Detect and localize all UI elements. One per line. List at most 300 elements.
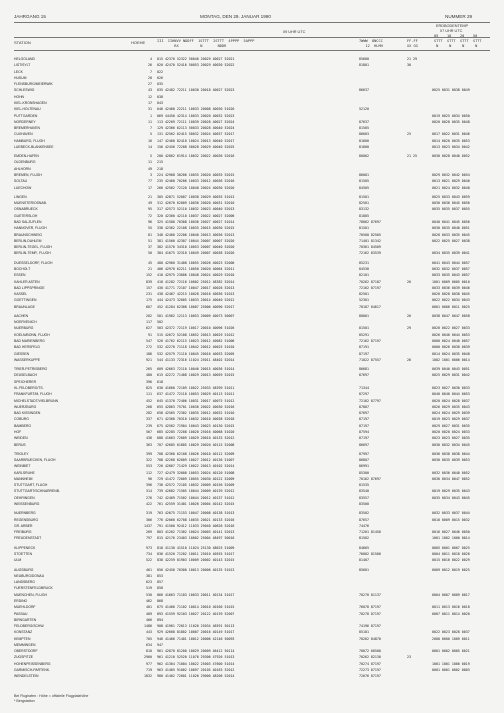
table-row — [0, 279, 504, 285]
station-height: 21 — [148, 194, 152, 199]
station-height: 810 — [146, 649, 152, 654]
weather-groups: 81501 — [359, 226, 369, 231]
table-row — [0, 69, 504, 75]
station-name: OEHRINGEN — [14, 495, 35, 500]
table-row — [0, 185, 504, 191]
synop-groups: 317 42573 52110 10032 20023 40040 52013 — [157, 207, 235, 212]
station-name: HUSUM — [14, 75, 27, 80]
soil-temperatures: 0014 0020 0035 0053 — [432, 138, 470, 143]
station-name: LINGEN — [14, 194, 27, 199]
weather-groups: 87637 — [359, 119, 369, 124]
station-name: NUERNBERG — [14, 511, 36, 516]
synop-groups: 035 42482 72211 10030 20018 40027 52023 — [157, 88, 235, 93]
table-row — [0, 94, 504, 100]
table-row — [0, 357, 504, 363]
station-height: 7 — [150, 69, 152, 74]
soil-temp-time: 07 UHR UTC — [440, 29, 463, 33]
synop-groups: 866 41663 71103 10033 20011 40134 51017 — [157, 592, 235, 597]
station-name: SAARBRUECKEN, FLUGH — [14, 458, 56, 463]
weather-groups: 70500 82505 — [359, 232, 381, 237]
station-height: 43 — [148, 88, 152, 93]
table-row — [0, 297, 504, 303]
table-row — [0, 319, 504, 325]
weather-groups: 71401 81342 — [359, 238, 381, 243]
weather-groups: 81505 — [359, 126, 369, 131]
soil-temperatures: 0001 0002 0005 0021 — [432, 649, 470, 654]
soil-temperatures: 0035 0035 0037 0055 — [432, 207, 470, 212]
station-height: 719 — [146, 668, 152, 673]
table-row — [0, 56, 504, 62]
station-name: PASSAU — [14, 611, 28, 616]
synop-groups: 406 42970 62211 10050 20020 40064 52011 — [157, 266, 235, 271]
station-height: 519 — [146, 586, 152, 591]
station-height: 49 — [148, 201, 152, 206]
station-name: LIST/SYLT — [14, 63, 31, 68]
station-name: BOCHOLT — [14, 266, 31, 271]
soil-temperatures: 0028 0033 0035 0045 — [432, 232, 470, 237]
station-name: KLIPPENECK — [14, 545, 36, 550]
station-height: 239 — [146, 423, 152, 428]
weather-groups: 87997 — [359, 451, 369, 456]
table-row — [0, 285, 504, 291]
soil-temperatures: 0009 0012 0019 0025 — [432, 567, 470, 572]
synop-groups: 729 41472 72009 10055 20030 40122 52009 — [157, 476, 235, 481]
synop-groups: 215 — [157, 160, 163, 165]
station-name: BAD MARIENBERG — [14, 339, 45, 344]
weather-groups: 72162 87197 — [359, 285, 381, 290]
weather-groups: 84665 — [359, 545, 369, 550]
station-name: FREUDENSTADT — [14, 536, 42, 541]
soil-temperatures: 0041 0043 0044 0057 — [432, 260, 470, 265]
station-height: 282 — [146, 411, 152, 416]
synop-groups: 858 — [157, 586, 163, 591]
station-height: 461 — [146, 567, 152, 572]
station-column-header: STATION — [14, 40, 31, 45]
synop-groups: 015 42370 52322 50046 20029 40027 52021 — [157, 57, 235, 61]
synop-groups: 026 — [157, 75, 163, 80]
synop-groups: 961 42870 81200 10029 20009 46412 50114 — [157, 649, 235, 654]
station-height: 530 — [146, 592, 152, 597]
station-height: 797 — [146, 536, 152, 541]
station-height: 202 — [146, 313, 152, 318]
table-row — [0, 429, 504, 435]
synop-groups: 325 41580 70308 10036 20027 40027 51014 — [157, 220, 235, 224]
table-row — [0, 451, 504, 457]
table-row — [0, 106, 504, 112]
station-height: 51 — [148, 238, 152, 243]
table-row — [0, 75, 504, 81]
issue-number: NUMMER 29 — [445, 14, 473, 19]
station-name: AUGSBURG — [14, 567, 34, 572]
station-height: 96 — [148, 220, 152, 224]
station-height: 1437 — [144, 523, 152, 528]
station-name: STOETTEN — [14, 552, 33, 556]
table-row — [0, 529, 504, 535]
weather-groups: 72162 87197 — [359, 339, 381, 344]
table-row — [0, 435, 504, 441]
soil-temperatures: 1001 1001 1000 0019 — [432, 661, 470, 666]
soil-temperatures: 0022 0022 0034 0043 — [432, 298, 470, 303]
station-name: BRAUNSCHWEIG — [14, 232, 43, 237]
table-row — [0, 501, 504, 507]
table-row — [0, 476, 504, 482]
soil-temperatures: 0025 0031 0038 0049 — [432, 88, 470, 93]
synop-groups: 131 42562 62415 50032 20024 40037 52017 — [157, 132, 235, 137]
synop-groups: 046 42460 22211 10033 20008 40030 51020 — [157, 107, 235, 112]
soil-temperatures: 0013 0023 0034 0042 — [432, 144, 470, 149]
station-height: 2960 — [144, 655, 152, 660]
station-name: WENDELSTEIN — [14, 674, 39, 679]
station-height: 452 — [146, 398, 152, 403]
station-height: 31 — [148, 107, 152, 112]
synop-groups: 708 42268 62009 10027 20012 40136 51007 — [157, 458, 235, 463]
soil-temperatures: 0029 0027 0031 0035 — [432, 423, 470, 428]
table-row — [0, 131, 504, 137]
station-name: NUERBURG — [14, 326, 34, 331]
weather-groups: 70162 87697 — [359, 476, 381, 481]
table-row — [0, 100, 504, 106]
synop-groups: 532 42579 71110 10045 20016 40033 52005 — [157, 351, 235, 356]
station-height: 438 — [146, 436, 152, 441]
station-name: HAMBURG, FLUGH — [14, 138, 45, 143]
weather-groups: 86603 — [359, 132, 369, 137]
table-row — [0, 488, 504, 494]
station-name: REGENSBURG — [14, 517, 39, 522]
station-name: TRIOLEY — [14, 451, 29, 456]
station-name: OSNABRUECK — [14, 207, 38, 212]
soil-temperatures: 0019 0023 0029 0037 — [432, 417, 470, 422]
weather-groups: 52120 — [359, 107, 369, 112]
soil-temperatures: 0026 0029 0035 0043 — [432, 404, 470, 409]
station-name: DUESSELDORF, FLUGH — [14, 260, 53, 265]
synop-groups: 857 — [157, 580, 163, 585]
station-height: 4 — [150, 57, 152, 61]
station-name: BAD LIPPSPRINGE — [14, 285, 45, 290]
weather-groups: 87697 — [359, 411, 369, 416]
footer-note-airport: Bei Flughafen : Höhe = offizielle Flugplatzhöhe — [14, 694, 89, 698]
station-name: KIEL-HOLTENAU — [14, 107, 41, 112]
soil-temperatures: 0001 0006 0011 0025 — [432, 304, 470, 309]
station-height: 480 — [146, 373, 152, 378]
table-row — [0, 325, 504, 331]
station-height: 96 — [148, 476, 152, 481]
weather-groups: 87297 — [359, 392, 369, 397]
weather-groups: 70361 84509 — [359, 245, 381, 250]
wind-column-header: FF-FF — [407, 39, 418, 43]
station-name: MICHELSTADT/VIELBRUNN — [14, 398, 59, 403]
soil-temperatures: 0021 0024 0032 0040 — [432, 185, 470, 190]
weather-groups: 83540 — [359, 489, 369, 494]
station-height: 272 — [146, 345, 152, 350]
table-row — [0, 372, 504, 378]
synop-groups: 544 41133 72316 11024 25011 48402 52014 — [157, 357, 235, 362]
weather-groups: 81600 — [359, 138, 369, 143]
soil-temperatures: 2000 0000 1009 0011 — [432, 636, 470, 641]
synop-groups: 637 41472 72110 10053 20029 40113 51011 — [157, 392, 235, 397]
station-name: GUETERSLOH — [14, 213, 38, 218]
synop-groups: 452 41284 62308 10007 25006 40090 52017 — [157, 304, 235, 309]
synop-groups: 707 42685 61805 10029 20020 40115 52008 — [157, 442, 235, 447]
station-height: 607 — [146, 304, 152, 309]
table-row — [0, 338, 504, 344]
table-rule — [14, 50, 490, 51]
synop-groups: 894 — [157, 617, 163, 622]
station-height: 16 — [148, 138, 152, 143]
weather-groups: 72676 87197 — [359, 674, 381, 679]
station-height: 381 — [146, 573, 152, 578]
weather-groups: 86681 — [359, 367, 369, 372]
synop-groups: 803 41262 71302 10024 20003 40141 52013 — [157, 530, 235, 535]
soil-temperatures: 0023 0027 0030 0033 — [432, 386, 470, 390]
synop-groups: 815 42176 23403 10002 25004 48497 50010 — [157, 536, 235, 541]
weather-groups: 71022 87557 — [359, 357, 381, 362]
synop-groups: 200 42862 61914 10032 20022 40036 52016 — [157, 154, 235, 159]
soil-temperatures: 0017 0022 0031 0046 — [432, 132, 470, 137]
station-height: 443 — [146, 630, 152, 635]
synop-groups: 129 42366 62113 50033 20028 40040 52024 — [157, 126, 235, 131]
weather-groups: 70072 60500 — [359, 649, 381, 654]
soil-temperatures: 0000 0024 0040 0057 — [432, 339, 470, 344]
table-row — [0, 557, 504, 563]
station-height: 117 — [146, 320, 152, 325]
station-name: CUXHAVEN — [14, 132, 33, 137]
table-row — [0, 654, 504, 660]
soil-temperatures: 0022 0025 0027 0038 — [432, 238, 470, 243]
table-row — [0, 667, 504, 673]
table-row — [0, 423, 504, 429]
soil-temperatures: 0033 0035 0043 0057 — [432, 273, 470, 278]
table-row — [0, 144, 504, 150]
station-name: LUECHOW — [14, 185, 32, 190]
station-name: BREMEN, FLUGH — [14, 173, 42, 178]
station-name: NORDERNEY — [14, 119, 36, 124]
synop-groups: 727 42479 32008 10053 20024 40120 51008 — [157, 470, 235, 475]
table-row — [0, 629, 504, 635]
weather-groups: 81600 — [359, 144, 369, 149]
date-title: MONTAG, DEN 29. JANUAR 1990 — [200, 14, 271, 19]
station-height: 112 — [146, 470, 152, 475]
station-height: 973 — [146, 545, 152, 550]
table-row — [0, 648, 504, 654]
synop-groups: 503 42372 72119 10017 20010 40096 51026 — [157, 326, 235, 331]
table-row — [0, 81, 504, 87]
station-height: 363 — [146, 442, 152, 447]
soil-temperatures: 0020 0028 0035 0048 — [432, 119, 470, 124]
soil-temperatures: 0030 0035 0040 0051 — [432, 226, 470, 231]
soil-depth-header: 05 10 20 50 — [434, 34, 478, 38]
soil-temperatures: 0007 0011 0014 0020 — [432, 611, 470, 616]
table-row — [0, 266, 504, 272]
table-row — [0, 398, 504, 404]
weather-groups: 86001 — [359, 173, 369, 178]
wind-gusts: 21 29 — [407, 57, 417, 61]
synop-groups: 384 41675 32310 10049 20007 40038 52020 — [157, 251, 235, 256]
synop-groups: 739 42682 71505 10044 20009 40139 52012 — [157, 489, 235, 494]
table-row — [0, 410, 504, 416]
soil-temperatures: 0024 0024 0029 0039 — [432, 411, 470, 416]
wind-gusts: 25 — [407, 132, 411, 137]
station-name: WEISSENBURG — [14, 502, 40, 507]
weather-groups: 71201 81450 — [359, 530, 381, 535]
station-height: 45 — [148, 260, 152, 265]
station-height: 1486 — [144, 624, 152, 629]
synop-groups: 818 41130 41510 11024 25130 48625 51009 — [157, 545, 235, 550]
synop-groups: 438 42467 42215 10028 20016 40036 51013 — [157, 292, 235, 297]
table-row — [0, 178, 504, 184]
synop-groups: 320 42360 42110 10037 20022 40027 52006 — [157, 213, 235, 218]
station-height: 522 — [146, 558, 152, 563]
station-name: ULM — [14, 558, 22, 563]
synop-groups: 305 42871 52007 10038 20029 40035 51013 — [157, 194, 235, 199]
weather-groups: 70262 84870 — [359, 636, 381, 641]
station-height: 72 — [148, 213, 152, 218]
top-rule — [14, 22, 490, 23]
soil-temperatures: 0025 0029 0031 0042 — [432, 373, 470, 378]
synop-groups: 532 42270 71118 10042 20012 40025 51010 — [157, 345, 235, 350]
soil-temperatures: 0030 0035 0039 0053 — [432, 458, 470, 463]
soil-temperatures: 0030 0028 0040 0052 — [432, 154, 470, 159]
table-row — [0, 351, 504, 357]
synop-groups: 400 42960 31408 10055 20026 40023 52000 — [157, 260, 235, 265]
synop-groups: 147 42460 82410 10024 20013 40040 52017 — [157, 138, 235, 143]
station-height: 839 — [146, 279, 152, 284]
synop-groups: 382 41570 34310 10053 20007 40040 52020 — [157, 245, 235, 250]
table-row — [0, 636, 504, 642]
wind-gusts: 29 — [407, 326, 411, 331]
station-name: MUENSTER/OSNAB. — [14, 201, 47, 206]
table-row — [0, 517, 504, 523]
weather-groups: 82101 — [359, 273, 369, 278]
table-row — [0, 457, 504, 463]
station-name: SOLTAU — [14, 179, 28, 184]
synop-groups: 908 41961 72013 11020 25034 46591 50113 — [157, 624, 235, 629]
weather-groups: 85600 — [359, 57, 369, 61]
synop-groups: 868 — [157, 598, 163, 603]
soil-temperatures: 0035 0034 0043 0045 — [432, 495, 470, 500]
table-row — [0, 617, 504, 623]
soil-temperatures: 0013 0021 0029 0040 — [432, 179, 470, 184]
station-height: 422 — [146, 502, 152, 507]
soil-temperatures: 0039 0040 0043 0051 — [432, 367, 470, 372]
table-row — [0, 545, 504, 551]
weather-groups: 86637 — [359, 88, 369, 93]
station-height: 81 — [148, 232, 152, 237]
synop-groups: 609 42663 72110 10046 20015 40036 51014 — [157, 367, 235, 372]
table-row — [0, 153, 504, 159]
weather-groups: 70278 81137 — [359, 592, 381, 597]
table-row — [0, 172, 504, 178]
table-row — [0, 138, 504, 144]
station-height: 186 — [146, 351, 152, 356]
soil-temperatures: 0020 0022 0027 0033 — [432, 326, 470, 331]
synop-groups: 962 41364 71004 10022 25003 47600 51014 — [157, 661, 235, 666]
table-row — [0, 404, 504, 410]
station-height: 1 — [150, 113, 152, 118]
wind-column-subheader: XX GG — [407, 44, 418, 48]
table-row — [0, 482, 504, 488]
table-row — [0, 470, 504, 476]
table-row — [0, 604, 504, 610]
table-row — [0, 159, 504, 165]
station-name: SCHLESWIG — [14, 88, 35, 93]
station-name: PUTTGARDEN — [14, 113, 38, 118]
station-name: FREIBURG — [14, 530, 32, 535]
station-name: SPEICHERER — [14, 379, 37, 384]
station-height: 634 — [146, 642, 152, 647]
soil-temperatures: 0040 0040 0044 0053 — [432, 392, 470, 397]
weather-groups: 74476 — [359, 523, 369, 528]
soil-temperatures: 1001 0009 0005 0010 — [432, 279, 470, 284]
station-height: 231 — [146, 292, 152, 297]
station-height: 28 — [148, 75, 152, 80]
station-height: 1832 — [144, 674, 152, 679]
soil-temperatures: 0033 0036 0039 0046 — [432, 285, 470, 290]
station-name: LUEBECK-BLANKENSEE — [14, 144, 54, 149]
station-height: 314 — [146, 489, 152, 494]
table-row — [0, 272, 504, 278]
table-row — [0, 250, 504, 256]
weather-groups: 85231 — [359, 260, 369, 265]
station-name: FRANKFURT/M, FLUGH — [14, 392, 52, 397]
station-height: 553 — [146, 464, 152, 469]
synop-groups: 381 41560 42307 10044 20007 40007 52020 — [157, 238, 235, 243]
synop-groups: 069 44450 42314 10033 20020 40032 52023 — [157, 113, 235, 118]
table-row — [0, 523, 504, 529]
station-height: 37 — [148, 245, 152, 250]
table-row — [0, 623, 504, 629]
synop-groups: 708 42360 62108 10026 20010 40112 52009 — [157, 451, 235, 456]
synop-groups: 947 — [157, 642, 163, 647]
synop-groups: 348 42460 22206 10040 20013 40036 52013 — [157, 232, 235, 237]
synop-groups: 791 41500 92412 11033 29040 40626 52016 — [157, 523, 235, 528]
soil-temperatures: 0000 0026 0030 0039 — [432, 345, 470, 350]
station-name: ZUGSPITZE — [14, 655, 34, 660]
soil-temperatures: 0029 0032 0042 0054 — [432, 173, 470, 178]
table-row — [0, 219, 504, 225]
station-name: HOF — [14, 429, 22, 434]
station-height: 396 — [146, 379, 152, 384]
table-row — [0, 416, 504, 422]
soil-temperatures: 0019 0029 0035 0043 — [432, 489, 470, 494]
table-row — [0, 332, 504, 338]
station-height: 547 — [146, 339, 152, 344]
station-name: BAMBERG — [14, 423, 31, 428]
station-height: 396 — [146, 483, 152, 488]
table-row — [0, 442, 504, 448]
station-name: FLENSBURG/MEIERWIK — [14, 82, 53, 87]
synop-groups: 526 41762 62115 10023 20012 40082 51006 — [157, 339, 235, 344]
weather-groups: 87807 — [359, 404, 369, 409]
soil-temperatures: 0030 0034 0047 0052 — [432, 476, 470, 481]
synop-groups: 630 41660 72109 10022 25033 48399 51011 — [157, 386, 235, 390]
table-row — [0, 62, 504, 68]
station-name: MANNHEIM — [14, 476, 33, 481]
weather-groups: 70187 84617 — [359, 304, 381, 309]
soil-temperatures: 0005 0001 0007 0025 — [432, 545, 470, 550]
station-height: 337 — [146, 417, 152, 422]
station-height: 11 — [148, 160, 152, 165]
weather-groups: 84530 — [359, 266, 369, 271]
soil-temperatures: 0023 0023 0027 0035 — [432, 436, 470, 441]
station-name: WASSERKUPPE — [14, 357, 41, 362]
weather-groups: 87657 — [359, 517, 369, 522]
soil-temperatures: 0032 0036 0040 0052 — [432, 470, 470, 475]
weather-groups: 74196 87197 — [359, 624, 381, 629]
station-name: KASSEL — [14, 292, 28, 297]
table-row — [0, 304, 504, 310]
station-height: 14 — [148, 144, 152, 149]
weather-groups: 80001 — [359, 313, 369, 318]
